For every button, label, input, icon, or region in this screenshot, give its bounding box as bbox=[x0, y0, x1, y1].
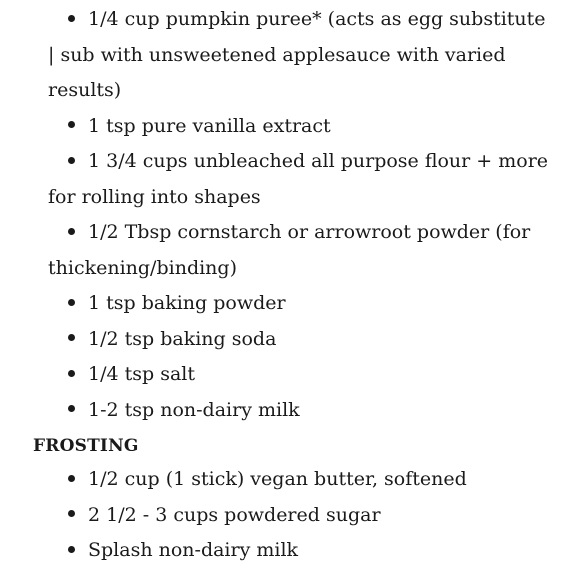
bullet-icon bbox=[68, 121, 75, 128]
bullet-icon bbox=[68, 546, 75, 553]
list-item: 2 1/2 - 3 cups powdered sugar bbox=[0, 498, 580, 534]
bullet-icon bbox=[68, 370, 75, 377]
bullet-icon bbox=[68, 157, 75, 164]
list-item: 1/4 cup pumpkin puree* (acts as egg substitute | sub with unsweetened applesauce with varied results) bbox=[48, 8, 546, 101]
list-item: 1/2 tsp baking soda bbox=[0, 322, 580, 358]
bullet-icon bbox=[68, 228, 75, 235]
bullet-icon bbox=[68, 510, 75, 517]
list-item: 1/2 Tbsp cornstarch or arrowroot powder (for thickening/binding) bbox=[48, 221, 531, 279]
bullet-icon bbox=[68, 475, 75, 482]
bullet-icon bbox=[68, 299, 75, 306]
frosting-heading: FROSTING bbox=[33, 436, 139, 456]
list-item: Splash non-dairy milk bbox=[0, 533, 580, 569]
list-item: 1/2 cup (1 stick) vegan butter, softened bbox=[0, 462, 580, 498]
ingredient-list bbox=[0, 2, 580, 428]
list-item: 1 tsp baking powder bbox=[0, 286, 580, 322]
list-item: 1/4 tsp salt bbox=[0, 357, 580, 393]
list-item: 1 tsp pure vanilla extract bbox=[0, 109, 580, 145]
list-item: 1 3/4 cups unbleached all purpose flour + more for rolling into shapes bbox=[48, 150, 549, 208]
bullet-icon bbox=[68, 405, 75, 412]
bullet-icon bbox=[68, 334, 75, 341]
frosting-list bbox=[0, 462, 580, 569]
list-item: 1-2 tsp non-dairy milk bbox=[0, 393, 580, 429]
bullet-icon bbox=[68, 15, 75, 22]
